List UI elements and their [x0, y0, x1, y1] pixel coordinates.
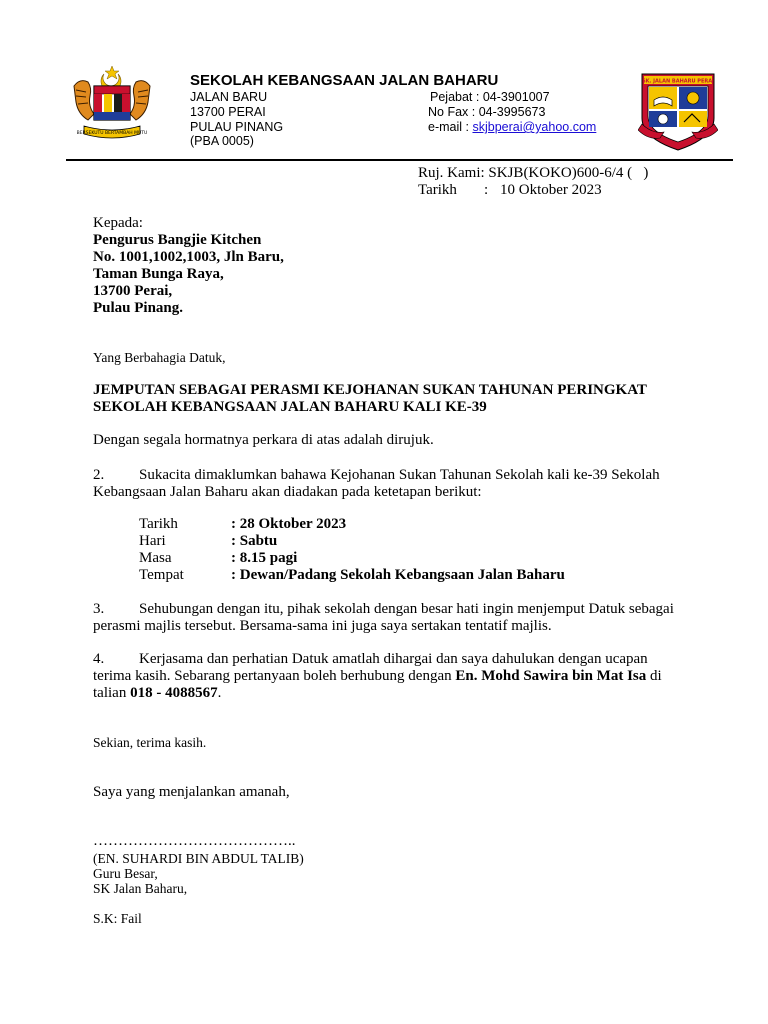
crest-banner-text: SK. JALAN BAHARU PERAI	[642, 78, 714, 85]
detail-label: Masa	[139, 550, 172, 566]
emblem-motto: BERSEKUTU BERTAMBAH MUTU	[76, 131, 148, 136]
closing-amanah: Saya yang menjalankan amanah,	[93, 784, 290, 800]
signatory-name: (EN. SUHARDI BIN ABDUL TALIB)	[93, 851, 304, 866]
contact-phone: 018 - 4088567	[130, 685, 218, 701]
reference-row	[418, 165, 648, 182]
subject-line: JEMPUTAN SEBAGAI PERASMI KEJOHANAN SUKAN TAHUNAN PERINGKAT	[93, 382, 647, 398]
closing-thanks: Sekian, terima kasih.	[93, 735, 207, 750]
recipient-line: Pengurus Bangjie Kitchen	[93, 232, 262, 248]
detail-separator: :	[231, 567, 240, 583]
paragraph-3-line-1	[93, 601, 674, 618]
detail-row	[139, 516, 346, 533]
coat-of-arms-emblem	[70, 64, 154, 142]
paragraph-text: Sukacita dimaklumkan bahawa Kejohanan Sukan Tahunan Sekolah kali ke-39 Sekolah	[139, 467, 660, 483]
carbon-copy: S.K: Fail	[93, 911, 142, 926]
recipient-line: Pulau Pinang.	[93, 300, 184, 316]
reference-value: SKJB(KOKO)600-6/4 ( )	[488, 165, 649, 181]
reference-label: Ruj. Kami:	[418, 165, 485, 181]
date-label: Tarikh	[418, 182, 457, 198]
date-value: 10 Oktober 2023	[500, 182, 602, 198]
signatory-organization: SK Jalan Baharu,	[93, 881, 188, 896]
date-separator: :	[484, 182, 489, 198]
detail-label: Hari	[139, 533, 166, 549]
email-row	[428, 120, 596, 135]
detail-row	[139, 533, 277, 550]
detail-label: Tempat	[139, 567, 184, 583]
address-line: (PBA 0005)	[190, 134, 254, 148]
detail-value: 8.15 pagi	[239, 550, 298, 566]
salutation: Yang Berbahagia Datuk,	[93, 350, 226, 365]
school-name: SEKOLAH KEBANGSAAN JALAN BAHARU	[190, 72, 499, 89]
detail-separator: :	[231, 516, 240, 532]
address-line: JALAN BARU	[190, 90, 268, 104]
header-divider	[66, 159, 733, 161]
paragraph-text: talian	[93, 685, 131, 701]
email-link[interactable]: skjbperai@yahoo.com	[472, 120, 597, 134]
paragraph-4-line-3	[93, 685, 221, 702]
paragraph-text: Kerjasama dan perhatian Datuk amatlah dihargai dan saya dahulukan dengan ucapan	[139, 651, 648, 667]
address-line: PULAU PINANG	[190, 120, 284, 134]
detail-value: Sabtu	[239, 533, 278, 549]
school-crest	[638, 70, 718, 152]
contact-person-name: En. Mohd Sawira bin Mat Isa	[455, 668, 647, 684]
office-phone: Pejabat : 04-3901007	[430, 90, 550, 104]
recipient-line: No. 1001,1002,1003, Jln Baru,	[93, 249, 284, 265]
paragraph-4-line-1	[93, 651, 648, 668]
detail-separator: :	[231, 533, 240, 549]
paragraph-2-line-1	[93, 467, 660, 484]
subject-line: SEKOLAH KEBANGSAAN JALAN BAHARU KALI KE-39	[93, 399, 487, 415]
paragraph-1: Dengan segala hormatnya perkara di atas adalah dirujuk.	[93, 432, 434, 448]
paragraph-number: 2.	[93, 467, 105, 483]
email-label: e-mail	[428, 120, 463, 134]
detail-value: Dewan/Padang Sekolah Kebangsaan Jalan Baharu	[239, 567, 565, 583]
address-line: 13700 PERAI	[190, 105, 266, 119]
signatory-title: Guru Besar,	[93, 866, 158, 881]
detail-row	[139, 550, 297, 567]
date-row	[418, 182, 602, 199]
paragraph-number: 4.	[93, 651, 105, 667]
paragraph-text: di	[646, 668, 662, 684]
detail-label: Tarikh	[139, 516, 178, 532]
kepada-label: Kepada:	[93, 215, 143, 231]
paragraph-2-line-2: Kebangsaan Jalan Baharu akan diadakan pada ketetapan berikut:	[93, 484, 482, 500]
fax-number: No Fax : 04-3995673	[428, 105, 546, 119]
paragraph-text: .	[217, 685, 222, 701]
paragraph-number: 3.	[93, 601, 105, 617]
detail-row	[139, 567, 565, 584]
paragraph-text: terima kasih. Sebarang pertanyaan boleh berhubung dengan	[93, 668, 456, 684]
paragraph-3-line-2: perasmi majlis tersebut. Bersama-sama ini juga saya sertakan tentatif majlis.	[93, 618, 552, 634]
signature-line: …………………………………..	[93, 833, 296, 849]
paragraph-text: Sehubungan dengan itu, pihak sekolah dengan besar hati ingin menjemput Datuk sebagai	[139, 601, 674, 617]
detail-value: 28 Oktober 2023	[239, 516, 347, 532]
recipient-line: Taman Bunga Raya,	[93, 266, 224, 282]
email-separator: :	[462, 120, 473, 134]
recipient-line: 13700 Perai,	[93, 283, 173, 299]
paragraph-4-line-2	[93, 668, 662, 685]
detail-separator: :	[231, 550, 240, 566]
